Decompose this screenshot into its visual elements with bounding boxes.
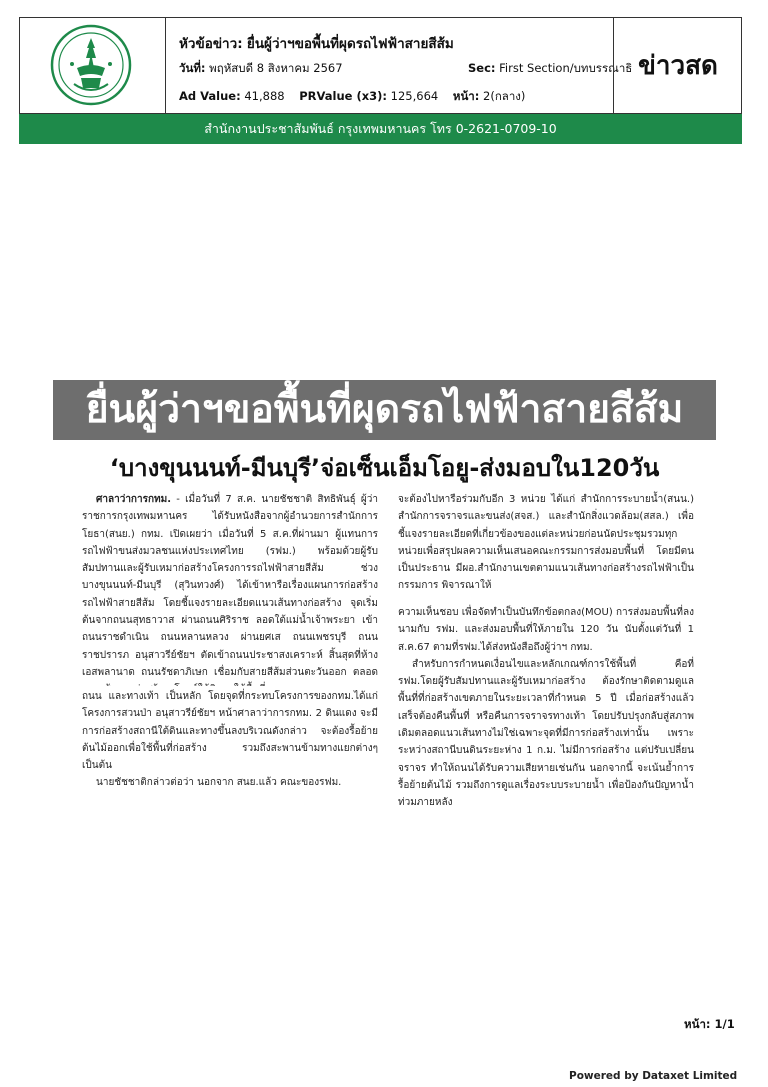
section-info	[468, 60, 632, 78]
article-column-right-top	[398, 491, 694, 595]
date-row	[179, 60, 633, 78]
powered-by-text: Powered by Dataxet Limited	[569, 1070, 738, 1082]
page-indicator: หน้า: 1/1	[684, 1017, 735, 1031]
pr-value: 125,664	[390, 89, 439, 103]
article-paragraph-6: สำหรับการกำหนดเงื่อนไขและหลักเกณฑ์การใช้พื้นที่ คือที่ รฟม.โดยผู้รับสัมปทานและผู้รับเหมาก่อสร้าง ต้องรักษาติดตามดูแลพื้นที่ที่ก่อสร้างเขตภายในระยะเวลาที่กำหนด 5 ปี เมื่อก่อสร้างแล้วเสร็จต้องคืนพื้นที่ หรือคืนการจราจรทางเท้า โดยปรับปรุงกลับสู่สภาพเดิมตลอดแนวเส้นทางไม่ใช่เฉพาะจุดที่มีการก่อสร้างเท่านั้น เพราะระหว่างสถานีบนดินระยะห่าง 1 ก.ม. ไม่มีการก่อสร้าง แต่ปรับเปลี่ยนจราจร ทำให้ถนนได้รับความเสียหายเช่นกัน นอกจากนี้ จะเน้นย้ำการรื้อย้ายต้นไม้ รวมถึงการดูแลเรื่องระบบระบายน้ำ เพื่อป้องกันปัญหาน้ำท่วมภายหลัง	[398, 658, 694, 809]
article-paragraph-5: ความเห็นชอบ เพื่อจัดทำเป็นบันทึกข้อตกลง(MOU) การส่งมอบพื้นที่ลงนามกับ รฟม. และส่งมอบพื้นที่ให้ภายใน 120 วัน นับตั้งแต่วันที่ 1 ส.ค.67 ตามที่รฟม.ได้ส่งหนังสือถึงผู้ว่าฯ กทม.	[398, 607, 694, 653]
article-paragraph-2: ถนน และทางเท้า เป็นหลัก โดยจุดที่กระทบโครงการของกทม.ได้แก่ โครงการสวนป่า อนุสาวรีย์ชัยฯ หน้าศาลาว่าการกทม. 2 ดินแดง จะมีการก่อสร้างสถานีใต้ดินและทางขึ้นลงบริเวณดังกล่าว จะต้องรื้อย้ายต้นไม้ออกเพื่อใช้พื้นที่ก่อสร้าง รวมถึงสะพานข้ามทางแยกต่างๆ เป็นต้น	[82, 691, 378, 772]
article-column-right-bottom	[398, 604, 694, 830]
publication-name: ข่าวสด	[638, 51, 718, 81]
date-value: พฤหัสบดี 8 สิงหาคม 2567	[209, 61, 343, 75]
page-label: หน้า:	[452, 89, 480, 103]
article-headline: ยื่นผู้ว่าฯขอพื้นที่ผุดรถไฟฟ้าสายสีส้ม	[53, 380, 716, 440]
ad-value-label: Ad Value:	[179, 89, 241, 103]
article-byline: ศาลาว่าการกทม.	[96, 494, 172, 505]
page-value: 2(กลาง)	[483, 89, 526, 103]
article-paragraph-3: นายชัชชาติกล่าวต่อว่า นอกจาก สนย.แล้ว คณะของรฟม.	[96, 777, 342, 789]
date-label: วันที่:	[179, 61, 206, 75]
section-label: Sec:	[468, 61, 496, 75]
topic-row	[179, 32, 454, 54]
bma-seal-logo	[50, 24, 132, 106]
topic-label: หัวข้อข่าว:	[179, 36, 243, 52]
article-column-left-top	[82, 491, 378, 686]
article-column-left-bottom	[82, 688, 378, 838]
value-row	[179, 88, 525, 106]
article-paragraph-4: จะต้องไปหารือร่วมกับอีก 3 หน่วย ได้แก่ สำนักการระบายน้ำ(สนน.) สำนักการจราจรและขนส่ง(สจส.) และสำนักสิ่งแวดล้อม(สสล.) เพื่อชี้แจงรายละเอียดที่เกี่ยวข้องของแต่ละหน่วยก่อนนัดประชุมรวมทุกหน่วยเพื่อสรุปผลความเห็นเสนอคณะกรรมการส่งมอบพื้นที่ โดยมีตนเป็นประธาน มีผอ.สำนักงานเขตตามแนวเส้นทางก่อสร้างรถไฟฟ้าเป็นกรรมการ พิจารณาให้	[398, 494, 694, 592]
topic-value: ยื่นผู้ว่าฯขอพื้นที่ผุดรถไฟฟ้าสายสีส้ม	[246, 36, 454, 52]
article-subhead: ‘บางขุนนนท์-มีนบุรี’จ่อเซ็นเอ็มโอยู-ส่งมอบใน120วัน	[109, 454, 660, 482]
clipping-header	[19, 17, 742, 114]
office-contact-bar	[19, 114, 742, 144]
logo-cell	[20, 18, 166, 113]
article-paragraph-1: - เมื่อวันที่ 7 ส.ค. นายชัชชาติ สิทธิพันธุ์ ผู้ว่าราชการกรุงเทพมหานคร ได้รับหนังสือจากผู้อำนวยการสำนักการโยธา(สนย.) กทม. เปิดเผยว่า เมื่อวันที่ 5 ส.ค.ที่ผ่านมา ผู้แทนการรถไฟฟ้าขนส่งมวลชนแห่งประเทศไทย (รฟม.) พร้อมด้วยผู้รับสัมปทานและผู้รับเหมาก่อสร้างโครงการรถไฟฟ้าสายสีส้ม ช่วงบางขุนนนท์-มีนบุรี (สุวินทวงศ์) ได้เข้าหารือเรื่องแผนการก่อสร้างรถไฟฟ้าสายสีส้ม โดยชี้แจงรายละเอียดแนวเส้นทางก่อสร้าง จุดเริ่มต้นจากถนนสุทธาวาส ผ่านถนนศิริราช ลอดใต้แม่น้ำเจ้าพระยา เข้าถนนราชดำเนิน ถนนหลานหลวง ผ่านยศเส ถนนเพชรบุรี ถนนราชปรารภ อนุสาวรีย์ชัยฯ ตัดเข้าถนนประชาสงเคราะห์ สิ้นสุดที่ห้างเอสพลานาด ถนนรัชดาภิเษก เชื่อมกับสายสีส้มส่วนตะวันออก ตลอด	[82, 494, 378, 678]
ad-value: 41,888	[244, 89, 285, 103]
clipping-info	[165, 18, 633, 113]
pr-value-label: PRValue (x3):	[299, 89, 388, 103]
publication-badge	[613, 18, 742, 113]
section-value: First Section/บทบรรณาธิ	[499, 61, 633, 75]
office-contact-text: สำนักงานประชาสัมพันธ์ กรุงเทพมหานคร โทร 0-2621-0709-10	[204, 121, 557, 136]
